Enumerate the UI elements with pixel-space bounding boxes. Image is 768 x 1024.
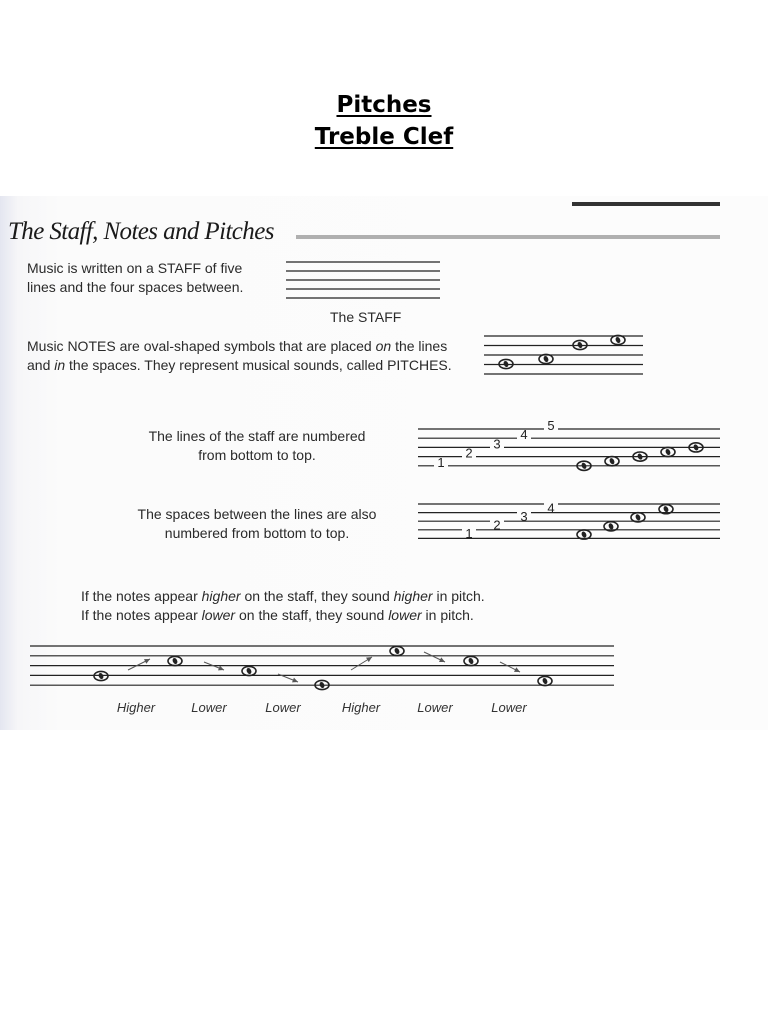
direction-label-1: Higher <box>116 700 156 715</box>
lines-number-4: 4 <box>520 427 528 443</box>
notes-staff-note-4-inner <box>615 336 622 344</box>
pitch-rule-l1-b: higher <box>201 588 241 604</box>
spaces-staff-note-2-inner <box>608 523 615 531</box>
spaces-numbered-line2: numbered from bottom to top. <box>164 525 350 541</box>
page-title-pitches: Pitches <box>336 92 432 118</box>
spaces-number-1: 1 <box>465 526 473 542</box>
notes-intro-line1-em: on <box>375 338 392 354</box>
lines-staff-note-2-inner <box>609 457 616 465</box>
pitch-rule-l2-d: lower <box>388 607 422 623</box>
notes-intro-line1-post: the lines <box>391 338 448 354</box>
scanned-worksheet <box>0 196 768 730</box>
direction-label-3: Lower <box>265 700 301 715</box>
spaces-number-3: 3 <box>520 508 528 524</box>
lines-staff-note-4-inner <box>665 448 672 456</box>
notes-intro-line2-post: the spaces. They represent musical sounds, called PITCHES. <box>65 357 452 373</box>
demo-staff-note-3-inner <box>246 667 253 675</box>
spaces-numbered-line1: The spaces between the lines are also <box>137 506 377 522</box>
music-diagrams <box>0 196 768 730</box>
lines-number-2: 2 <box>465 445 473 461</box>
lines-number-5: 5 <box>547 418 555 433</box>
direction-label-4: Higher <box>341 700 381 715</box>
lines-number-3: 3 <box>493 436 501 452</box>
staff-intro-line1: Music is written on a STAFF of five <box>27 260 243 276</box>
pitch-rule-l2-e: in pitch. <box>421 607 474 623</box>
notes-intro-line1-pre: Music NOTES are oval-shaped symbols that are placed <box>27 338 376 354</box>
spaces-staff-note-3-inner <box>635 514 642 522</box>
lines-numbered-line2: from bottom to top. <box>198 447 316 463</box>
spaces-number-4: 4 <box>547 500 555 516</box>
page-subtitle-treble-clef: Treble Clef <box>314 124 454 150</box>
notes-staff-note-2-inner <box>543 355 550 363</box>
pitch-rule-l2-b: lower <box>201 607 236 623</box>
demo-arrow-4-head <box>366 657 372 662</box>
demo-staff-note-2-inner <box>172 657 179 665</box>
pitch-rule-l1-e: in pitch. <box>432 588 485 604</box>
spaces-staff-note-4-inner <box>663 505 670 513</box>
lines-numbered-line1: The lines of the staff are numbered <box>148 428 366 444</box>
lines-number-1: 1 <box>437 454 445 470</box>
direction-label-5: Lower <box>417 700 453 715</box>
section-heading: The Staff, Notes and Pitches <box>8 218 274 245</box>
spaces-staff-note-1-inner <box>581 531 588 539</box>
pitch-rule-l1-d: higher <box>393 588 433 604</box>
pitch-rule-l1-a: If the notes appear <box>81 588 202 604</box>
direction-label-2: Lower <box>191 700 227 715</box>
pitch-rule-l2-a: If the notes appear <box>81 607 202 623</box>
notes-intro-line2-em: in <box>54 357 66 373</box>
pitch-rule-l1-c: on the staff, they sound <box>240 588 394 604</box>
notes-intro-line2-pre: and <box>27 357 55 373</box>
pitch-rule-l2-c: on the staff, they sound <box>235 607 389 623</box>
staff-intro-line2: lines and the four spaces between. <box>27 279 244 295</box>
staff-caption: The STAFF <box>330 309 402 325</box>
demo-staff-note-5-inner <box>394 647 401 655</box>
demo-staff-note-7-inner <box>542 677 549 685</box>
demo-staff-note-6-inner <box>468 657 475 665</box>
spaces-number-2: 2 <box>493 517 501 533</box>
direction-label-6: Lower <box>491 700 527 715</box>
